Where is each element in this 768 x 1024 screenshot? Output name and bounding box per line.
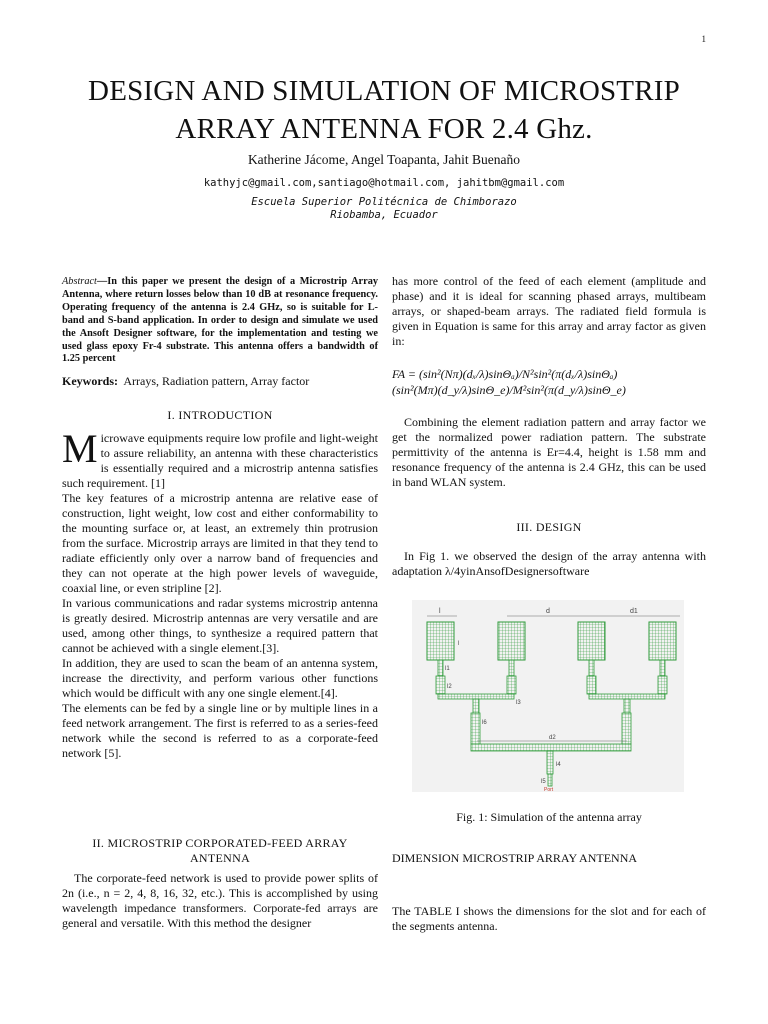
feed-2-3 [587, 676, 596, 694]
feed-1-3 [589, 660, 594, 676]
connector-right [589, 694, 665, 699]
port-feed [548, 774, 552, 786]
connector-left [438, 694, 514, 699]
label-l: l [439, 608, 441, 615]
label-l2: l2 [447, 684, 452, 690]
feed-l1-left [438, 660, 443, 676]
label-d2: d2 [549, 735, 556, 741]
mid-feed-right-b [622, 713, 631, 744]
feed-1-2 [509, 660, 514, 676]
paper-title: DESIGN AND SIMULATION OF MICROSTRIP ARRAY ANTENNA FOR 2.4 Ghz. [88, 75, 680, 145]
section-2-paragraph-1: The corporate-feed network is used to provide power splits of 2n (i.e., n = 2, 4, 8, 16, 32, etc.). This is accomplished by using wavelength impedance transformers. Corporate-fed arrays are general and versatile. With this method the designer [62, 871, 378, 930]
formula-line-1: FA = (sin²(Nπ)(dₓ/λ)sinΘₐ)/N²sin²(π(dₓ/λ)sinΘₐ) [392, 367, 618, 381]
abstract [62, 276, 378, 366]
antenna-array-diagram [412, 600, 684, 792]
label-d: d [546, 608, 550, 615]
dropcap: M [62, 426, 98, 471]
feed-2-4 [658, 676, 667, 694]
keywords-text: Arrays, Radiation pattern, Array factor [123, 374, 310, 388]
patch-1 [427, 622, 454, 660]
intro-paragraph-4: In addition, they are used to scan the beam of an antenna system, increase the directivity, and perform various other functions which would be difficult with any one single element.[4]. [62, 656, 378, 700]
mid-feed-left-b [471, 713, 480, 744]
section-2-heading: II. MICROSTRIP CORPORATED-FEED ARRAY ANTENNA [92, 836, 348, 865]
intro-paragraph-1: icrowave equipments require low profile and light-weight to assure reliability, an antenna with these characteristics is essentially required and a microstrip antenna satisfies such requirement. [1] [62, 431, 378, 490]
label-l4: l4 [556, 762, 561, 768]
affiliation [0, 196, 768, 222]
section-1-body [62, 426, 378, 761]
keywords-label: Keywords: [62, 374, 118, 388]
formula-line-2: (sin²(Mπ)(d_y/λ)sinΘ_e)/M²sin²(π(d_y/λ)sinΘ_e) [392, 383, 626, 397]
feed-l2-left [436, 676, 445, 694]
label-l1: l1 [445, 666, 450, 672]
mid-feed-right-a [624, 699, 630, 713]
author-emails: kathyjc@gmail.com,santiago@hotmail.com, jahitbm@gmail.com [203, 177, 565, 189]
section-1-heading: I. INTRODUCTION [167, 408, 273, 422]
intro-paragraph-2: The key features of a microstrip antenna are relative ease of construction, light weight, low cost and either conformability to the mounting surface or, at least, an extremely thin protrusion from the surface. Microstrip arrays are limited in that they tend to radiate efficiently only over a narrow band of frequencies and they can not operate at the high power levels of waveguide, coaxial line, or even stripline [2]. [62, 491, 378, 595]
abstract-text: —In this paper we present the design of a Microstrip Array Antenna, where return losses below than 10 dB at resonance frequency. Operating frequency of the antenna is 2.4 GHz, so is suitable for L-band and S-band application. In order to design and simulate we used the Ansoft Designer software, for the implementation and testing we used glass epoxy Fr-4 substrate. This antenna offers a bandwidth of 1.25 percent [62, 276, 378, 365]
dimension-heading: DIMENSION MICROSTRIP ARRAY ANTENNA [392, 851, 638, 865]
affiliation-line-2: Riobamba, Ecuador [330, 209, 438, 221]
label-l5: l5 [541, 779, 546, 785]
patch-2 [498, 622, 525, 660]
intro-paragraph-3: In various communications and radar systems microstrip antenna is greatly desired. Microstrip antennas are very versatile and are used, among other things, to synthesize a required pattern that cannot be achieved with a single element.[3]. [62, 596, 378, 655]
feed-2-2 [507, 676, 516, 694]
page-number: 1 [701, 34, 706, 44]
patch-3 [578, 622, 605, 660]
label-l3: l3 [516, 700, 521, 706]
intro-paragraph-5: The elements can be fed by a single line or by multiple lines in a feed network arrangement. The first is referred to as a series-feed network while the second is referred to as a corporate-feed network [5]. [62, 701, 378, 760]
label-w: l [458, 641, 460, 647]
abstract-label: Abstract [62, 276, 97, 287]
label-l6: l6 [482, 720, 487, 726]
right-paragraph-4: The TABLE I shows the dimensions for the slot and for each of the segments antenna. [392, 904, 706, 933]
section-2-body [62, 871, 378, 931]
right-paragraph-2: Combining the element radiation pattern and array factor we get the normalized power radiation pattern. The substrate permittivity of the antenna is Er=4.4, height is 1.58 mm and resonance frequency of the antenna is 2.4 GHz, this can be used in band WLAN system. [392, 415, 706, 489]
main-feed [471, 744, 631, 751]
figure-caption: Fig. 1: Simulation of the antenna array [456, 810, 642, 824]
right-paragraph-1: has more control of the feed of each element (amplitude and phase) and it is ideal for scanning phased arrays, multibeam arrays, or shaped-beam arrays. The radiated field formula is given in Equation is same for this array and array factor as given in: [392, 274, 706, 348]
label-port: Port [544, 787, 554, 792]
antenna-array-figure [412, 600, 684, 792]
affiliation-line-1: Escuela Superior Politécnica de Chimborazo [251, 196, 517, 208]
patch-4 [649, 622, 676, 660]
section-3-heading: III. DESIGN [516, 520, 582, 534]
authors: Katherine Jácome, Angel Toapanta, Jahit Buenaño [247, 152, 521, 167]
array-factor-formula [392, 366, 706, 398]
label-d1: d1 [630, 608, 638, 615]
keywords [62, 374, 378, 389]
right-paragraph-3: In Fig 1. we observed the design of the array antenna with adaptation λ/4yinAnsofDesignersoftware [392, 549, 706, 578]
trunk-feed [547, 751, 553, 774]
mid-feed-left-a [473, 699, 479, 713]
feed-1-4 [660, 660, 665, 676]
